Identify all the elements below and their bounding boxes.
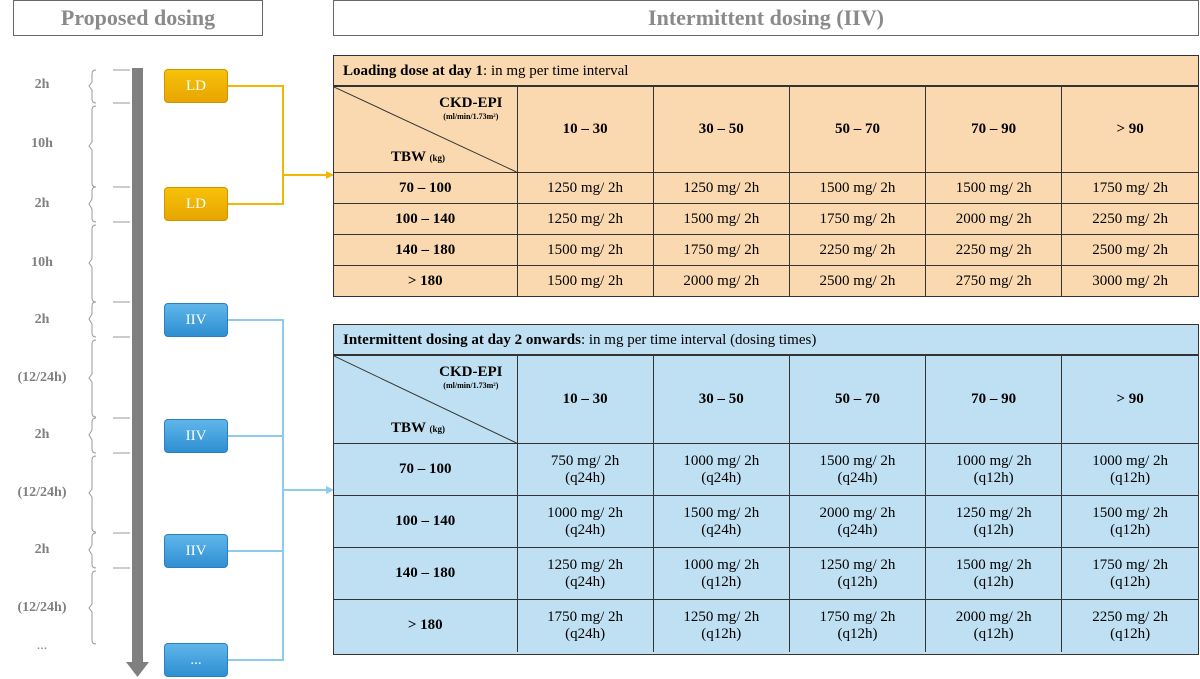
- column-header: > 90: [1062, 87, 1198, 173]
- dose-frequency: (q24h): [565, 521, 606, 538]
- dose-frequency: (q12h): [973, 521, 1014, 538]
- dose-cell: 2500 mg/ 2h: [789, 266, 925, 297]
- dose-cell: 1750 mg/ 2h: [789, 204, 925, 235]
- row-header: 100 – 140: [334, 496, 517, 548]
- dose-frequency: (q12h): [1110, 573, 1151, 590]
- ckd-epi-unit: (ml/min/1.73m²): [443, 112, 499, 121]
- row-header: > 180: [334, 600, 517, 652]
- dose-cell: 2750 mg/ 2h: [926, 266, 1062, 297]
- dose-frequency: (q12h): [701, 625, 742, 642]
- loading-dose-table: [334, 86, 1198, 297]
- dose-frequency: (q24h): [701, 521, 742, 538]
- column-header: 10 – 30: [517, 87, 653, 173]
- row-header: 100 – 140: [334, 204, 517, 235]
- ld-dose-box: LD: [164, 69, 228, 103]
- dose-amount: 2000 mg/ 2h: [819, 504, 896, 521]
- dose-cell: 1500 mg/ 2h: [517, 266, 653, 297]
- table-row: [334, 204, 1198, 235]
- table-row: [334, 235, 1198, 266]
- interval-label: 2h: [34, 196, 50, 211]
- dose-cell: 2250 mg/ 2h: [926, 235, 1062, 266]
- table-row: [334, 600, 1198, 652]
- ld-connector: [228, 86, 334, 204]
- dose-amount: 1750 mg/ 2h: [819, 608, 896, 625]
- dose-cell: [1062, 444, 1198, 496]
- tbw-unit: (kg): [429, 153, 445, 163]
- ckd-epi-label: CKD-EPI: [439, 364, 503, 380]
- interval-label: (12/24h): [17, 370, 67, 385]
- interval-label: 10h: [31, 255, 53, 270]
- dose-cell: [1062, 600, 1198, 652]
- dose-frequency: (q24h): [565, 469, 606, 486]
- dose-cell: [517, 600, 653, 652]
- interval-label: 2h: [34, 542, 50, 557]
- dose-cell: [926, 496, 1062, 548]
- iiv-title-rest: : in mg per time interval (dosing times): [580, 332, 817, 348]
- dose-amount: 1500 mg/ 2h: [683, 504, 760, 521]
- column-header: 50 – 70: [789, 356, 925, 444]
- dose-frequency: (q24h): [837, 469, 878, 486]
- row-header: 70 – 100: [334, 444, 517, 496]
- row-header: 140 – 180: [334, 235, 517, 266]
- row-header: > 180: [334, 266, 517, 297]
- dose-cell: 2000 mg/ 2h: [926, 204, 1062, 235]
- table-row: [334, 173, 1198, 204]
- dose-cell: [517, 496, 653, 548]
- dose-frequency: (q12h): [1110, 521, 1151, 538]
- loading-dose-panel: [333, 55, 1199, 297]
- dose-frequency: (q24h): [701, 469, 742, 486]
- dose-amount: 1000 mg/ 2h: [1092, 452, 1169, 469]
- iiv-connector: [228, 320, 334, 660]
- interval-label: (12/24h): [17, 600, 67, 615]
- dose-amount: 1000 mg/ 2h: [955, 452, 1032, 469]
- dose-amount: 1750 mg/ 2h: [1092, 556, 1169, 573]
- iiv-dose-box: IIV: [164, 419, 228, 453]
- dose-cell: 1500 mg/ 2h: [789, 173, 925, 204]
- iiv-dose-box: IIV: [164, 303, 228, 337]
- interval-label: 10h: [31, 136, 53, 151]
- dose-cell: [653, 600, 789, 652]
- dose-cell: [653, 548, 789, 600]
- timeline-brackets: [89, 70, 130, 644]
- dose-cell: [926, 600, 1062, 652]
- dose-cell: [926, 548, 1062, 600]
- table-row: [334, 266, 1198, 297]
- iiv-title: [334, 325, 1198, 355]
- column-header: 70 – 90: [926, 356, 1062, 444]
- iiv-dose-box: ...: [164, 643, 228, 677]
- loading-dose-title: [334, 56, 1198, 86]
- dose-cell: 1250 mg/ 2h: [517, 173, 653, 204]
- dose-cell: 2500 mg/ 2h: [1062, 235, 1198, 266]
- iiv-title-bold: Intermittent dosing at day 2 onwards: [343, 332, 581, 348]
- dose-frequency: (q12h): [837, 625, 878, 642]
- dose-amount: 1000 mg/ 2h: [547, 504, 624, 521]
- dose-cell: 3000 mg/ 2h: [1062, 266, 1198, 297]
- table-row: [334, 548, 1198, 600]
- dose-frequency: (q24h): [565, 573, 606, 590]
- dose-frequency: (q12h): [701, 573, 742, 590]
- dose-cell: [1062, 496, 1198, 548]
- dose-amount: 2000 mg/ 2h: [955, 608, 1032, 625]
- dose-frequency: (q24h): [565, 625, 606, 642]
- dose-cell: [653, 444, 789, 496]
- dose-amount: 1250 mg/ 2h: [955, 504, 1032, 521]
- tbw-label: TBW: [391, 420, 426, 436]
- column-header: 10 – 30: [517, 356, 653, 444]
- dose-amount: 1500 mg/ 2h: [1092, 504, 1169, 521]
- tbw-unit: (kg): [429, 424, 445, 434]
- dose-cell: 1750 mg/ 2h: [653, 235, 789, 266]
- dose-cell: 2000 mg/ 2h: [653, 266, 789, 297]
- dose-cell: 1500 mg/ 2h: [517, 235, 653, 266]
- table-corner-header: [334, 87, 517, 173]
- dose-amount: 1250 mg/ 2h: [819, 556, 896, 573]
- dose-amount: 1250 mg/ 2h: [547, 556, 624, 573]
- dose-cell: 2250 mg/ 2h: [789, 235, 925, 266]
- dose-amount: 1500 mg/ 2h: [819, 452, 896, 469]
- dose-amount: 1500 mg/ 2h: [955, 556, 1032, 573]
- interval-label: 2h: [34, 427, 50, 442]
- ld-dose-box: LD: [164, 187, 228, 221]
- dose-frequency: (q12h): [973, 625, 1014, 642]
- dose-cell: 1750 mg/ 2h: [1062, 173, 1198, 204]
- dose-frequency: (q12h): [973, 469, 1014, 486]
- dose-frequency: (q12h): [837, 573, 878, 590]
- dose-cell: [789, 600, 925, 652]
- row-header: 70 – 100: [334, 173, 517, 204]
- timeline-arrow: [126, 68, 149, 677]
- dose-cell: [1062, 548, 1198, 600]
- dose-frequency: (q12h): [1110, 469, 1151, 486]
- table-corner-header: [334, 356, 517, 444]
- dose-amount: 750 mg/ 2h: [550, 452, 620, 469]
- dose-amount: 1000 mg/ 2h: [683, 556, 760, 573]
- dose-frequency: (q12h): [973, 573, 1014, 590]
- proposed-dosing-header: Proposed dosing: [13, 0, 263, 36]
- intermittent-dosing-table: [334, 355, 1198, 652]
- column-header: 50 – 70: [789, 87, 925, 173]
- dose-amount: 2250 mg/ 2h: [1092, 608, 1169, 625]
- intermittent-dosing-header: Intermittent dosing (IIV): [333, 0, 1199, 36]
- row-header: 140 – 180: [334, 548, 517, 600]
- dose-amount: 1000 mg/ 2h: [683, 452, 760, 469]
- dose-cell: [653, 496, 789, 548]
- interval-label: (12/24h): [17, 485, 67, 500]
- dose-cell: [926, 444, 1062, 496]
- intermittent-dosing-panel: [333, 324, 1199, 655]
- tbw-label: TBW: [391, 149, 426, 165]
- ckd-epi-label: CKD-EPI: [439, 95, 503, 111]
- interval-label: 2h: [34, 77, 50, 92]
- column-header: 30 – 50: [653, 87, 789, 173]
- dose-cell: 1500 mg/ 2h: [926, 173, 1062, 204]
- dose-cell: [789, 496, 925, 548]
- iiv-dose-box: IIV: [164, 534, 228, 568]
- dose-cell: [517, 444, 653, 496]
- table-row: [334, 496, 1198, 548]
- column-header: 30 – 50: [653, 356, 789, 444]
- loading-title-bold: Loading dose at day 1: [343, 63, 484, 79]
- table-row: [334, 444, 1198, 496]
- dose-cell: [517, 548, 653, 600]
- column-header: 70 – 90: [926, 87, 1062, 173]
- ckd-epi-unit: (ml/min/1.73m²): [443, 381, 499, 390]
- dose-amount: 1750 mg/ 2h: [547, 608, 624, 625]
- dose-amount: 1250 mg/ 2h: [683, 608, 760, 625]
- dose-cell: [789, 444, 925, 496]
- dose-cell: 1250 mg/ 2h: [653, 173, 789, 204]
- interval-label: ...: [36, 638, 48, 653]
- loading-title-rest: : in mg per time interval: [483, 63, 629, 79]
- interval-label: 2h: [34, 312, 50, 327]
- dose-cell: 2250 mg/ 2h: [1062, 204, 1198, 235]
- dose-cell: [789, 548, 925, 600]
- dose-cell: 1250 mg/ 2h: [517, 204, 653, 235]
- column-header: > 90: [1062, 356, 1198, 444]
- dose-cell: 1500 mg/ 2h: [653, 204, 789, 235]
- dose-frequency: (q24h): [837, 521, 878, 538]
- dose-frequency: (q12h): [1110, 625, 1151, 642]
